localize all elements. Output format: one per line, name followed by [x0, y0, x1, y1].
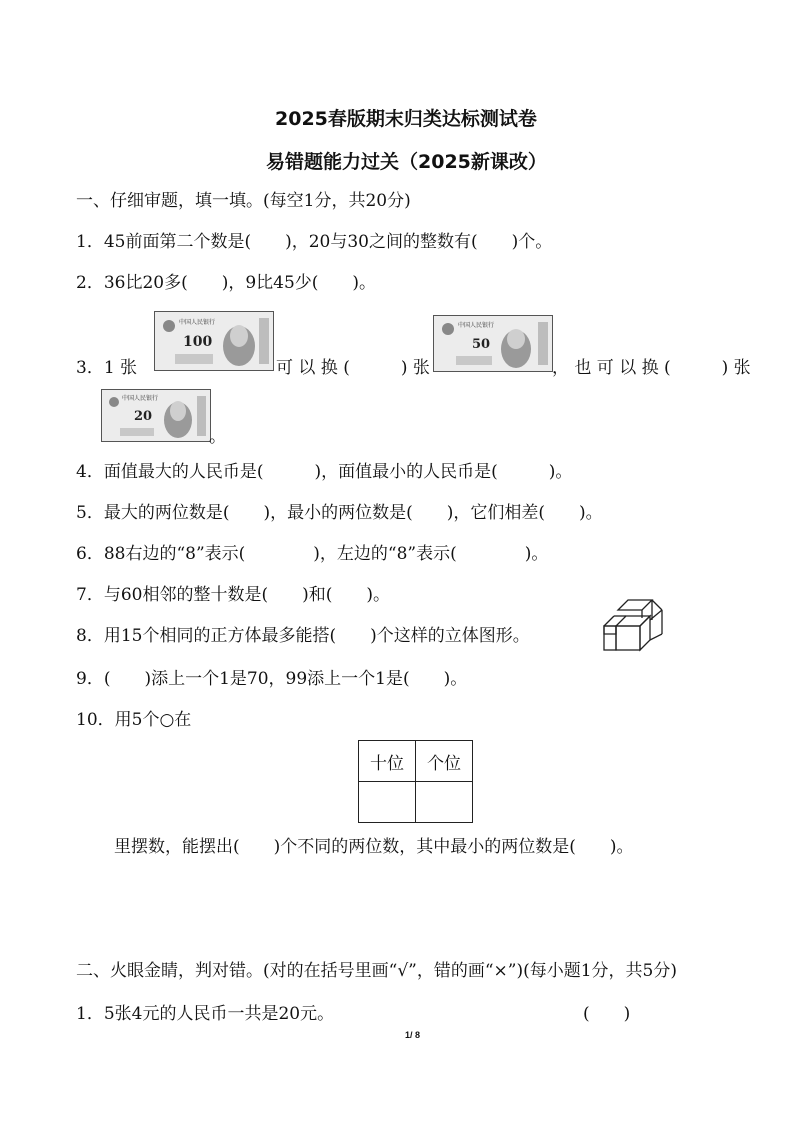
table-header-ones: 个位 [416, 741, 473, 782]
question-3-end-text: ， 也 可 以 换 ( ) 张 [552, 358, 751, 378]
question-1: 1．45前面第二个数是( )，20与30之间的整数有( )个。 [76, 232, 553, 252]
bill-20-image [101, 389, 211, 442]
question-10-continued: 里摆数，能摆出( )个不同的两位数，其中最小的两位数是( )。 [114, 837, 634, 857]
title-sub: 易错题能力过关（2025新课改） [266, 151, 547, 173]
bill-20-value: 20 [134, 409, 153, 424]
table-cell-ones [416, 782, 473, 823]
bill-50-image [433, 315, 553, 372]
table-cell-tens [359, 782, 416, 823]
answer-paren: ( ) [583, 1004, 631, 1024]
bill-100-image [154, 311, 274, 371]
question-3-period: 。 [209, 427, 226, 447]
title-main: 2025春版期末归类达标测试卷 [275, 108, 537, 130]
bill-100-bank: 中国人民银行 [179, 319, 216, 326]
question-4: 4．面值最大的人民币是( )，面值最小的人民币是( )。 [76, 462, 573, 482]
place-value-table [358, 740, 473, 823]
question-7: 7．与60相邻的整十数是( )和( )。 [76, 585, 390, 605]
table-header-tens: 十位 [359, 741, 416, 782]
question-6: 6．88右边的“8”表示( )，左边的“8”表示( )。 [76, 544, 549, 564]
question-3-middle: 可 以 换 ( ) 张 [276, 358, 430, 378]
bill-50-value: 50 [472, 337, 491, 352]
section-2-heading: 二、火眼金睛，判对错。(对的在括号里画“√”，错的画“×”)(每小题1分，共5分) [76, 961, 678, 981]
question-8: 8．用15个相同的正方体最多能搭( )个这样的立体图形。 [76, 626, 530, 646]
question-9: 9．( )添上一个1是70，99添上一个1是( )。 [76, 669, 468, 689]
section-1-heading: 一、仔细审题，填一填。(每空1分，共20分) [76, 191, 411, 211]
page-number: 1/ 8 [405, 1030, 421, 1040]
bill-100-value: 100 [183, 334, 213, 350]
question-3-start: 3．1 张 [76, 358, 138, 378]
cube-figure [602, 596, 666, 654]
question-2: 2．36比20多( )，9比45少( )。 [76, 273, 377, 293]
question-10: 10．用5个○在 [76, 710, 192, 730]
section-2-question-1: 1．5张4元的人民币一共是20元。 [76, 1004, 335, 1024]
question-5: 5．最大的两位数是( )，最小的两位数是( )，它们相差( )。 [76, 503, 603, 523]
bill-20-bank: 中国人民银行 [122, 395, 159, 402]
bill-50-bank: 中国人民银行 [458, 322, 495, 329]
